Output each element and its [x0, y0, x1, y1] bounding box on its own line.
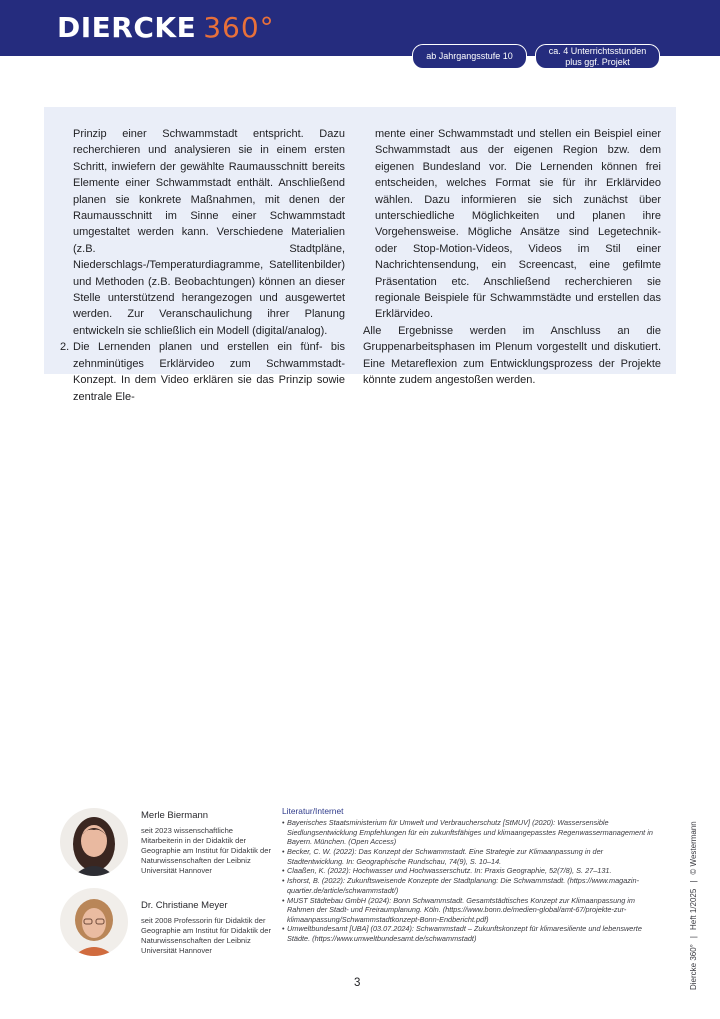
literature-item: • Ishorst, B. (2022): Zukunftsweisende Konzepte der Stadtplanung: Die Schwammstadt. (https://www.magazin-quartier.de/article/schwammstadt/) — [282, 876, 662, 895]
literature-item: • MUST Städtebau GmbH (2024): Bonn Schwammstadt. Gesamtstädtisches Konzept zur Klimaanpassung im Rahmen der Stadt- und Freiraumplanung. Köln. (https://www.bonn.de/medien-global/amt-67/projekte-zur-klimaanpassung/Schwammstadtkonzept-Bonn-Endbericht.pdf) — [282, 896, 662, 925]
brand-number: 360° — [203, 11, 275, 44]
box-column-left — [60, 126, 345, 405]
author-name: Merle Biermann — [141, 810, 209, 821]
author-photo-biermann — [60, 808, 128, 876]
side-separator: | — [689, 936, 698, 939]
literature-heading: Literatur/Internet — [282, 806, 344, 816]
closing-paragraph: Alle Ergebnisse werden im Anschluss an die Gruppenarbeitsphasen im Plenum vorgestellt und diskutiert. Eine Metareflexion zum Entwicklungsprozess der Projekte könnte zudem angestoßen werden. — [363, 324, 661, 387]
grade-tag — [412, 44, 527, 69]
duration-tag-line2: plus ggf. Projekt — [565, 56, 630, 67]
list-item-text: Die Lernenden planen und erstellen ein fünf- bis zehnminütiges Erklärvideo zum Schwammstadt-Konzept. In dem Video erklären sie das Prinzip sowie zentrale Ele- — [73, 341, 345, 403]
right-continued-text: mente einer Schwammstadt und stellen ein Beispiel einer Schwammstadt aus der eigenen Region bzw. dem eigenen Bundesland vor. Die Lernenden können frei entscheiden, welches Format sie für ihr Erklärvideo wählen. Dazu informieren sie sich zunächst über unterschiedliche Möglichkeiten und planen ihre Vorgehensweise. Mögliche Ansätze sind Legetechnik- oder Stop-Motion-Videos, Videos im Stil einer Nachrichtensendung, ein Screencast, eine gefilmte Präsentation etc. Anschließend recherchieren sie regionale Beispiele für Schwammstädte und erstellen das Erklärvideo. — [375, 128, 661, 321]
author-meyer — [141, 900, 273, 956]
literature-list — [282, 818, 662, 944]
side-copyright: © Westermann — [689, 821, 698, 875]
author-name: Dr. Christiane Meyer — [141, 900, 228, 911]
list-number: 2. — [60, 341, 70, 354]
literature-item: • Becker, C. W. (2022): Das Konzept der Schwammstadt. Eine Strategie zur Klimaanpassung in der Stadtentwicklung. In: Geographische Rundschau, 74(9), S. 10–14. — [282, 847, 662, 866]
literature-item: • Umweltbundesamt [UBA] (03.07.2024): Schwammstadt – Zukunftskonzept für klimaresiliente und lebenswerte Städte. (https://www.umweltbundesamt.de/schwammstadt) — [282, 924, 662, 943]
duration-tag-line1: ca. 4 Unterrichtsstunden — [548, 45, 647, 56]
author-description: seit 2008 Professorin für Didaktik der Geographie am Institut für Didaktik der Naturwissenschaften der Leibniz Universität Hannover — [141, 916, 271, 955]
duration-tag — [535, 44, 660, 69]
literature-item: • Bayerisches Staatsministerium für Umwelt und Verbraucherschutz [StMUV] (2020): Wassersensible Siedlungsentwicklung Empfehlungen für ein zukunftsfähiges und klimaangepasstes Regenwassermanagement in Bayern. München. (Open Access) — [282, 818, 662, 847]
page-number: 3 — [354, 977, 361, 989]
literature-section — [282, 806, 662, 944]
side-journal: Diercke 360° — [689, 944, 698, 990]
brand-logo — [57, 10, 275, 46]
list-item-2 — [60, 339, 345, 405]
author-photo-meyer — [60, 888, 128, 956]
grade-tag-label: ab Jahrgangsstufe 10 — [426, 51, 513, 61]
side-footer — [689, 821, 698, 990]
literature-item: • Claaßen, K. (2022): Hochwasser und Hochwasserschutz. In: Praxis Geographie, 52(7/8), S. 27–131. — [282, 866, 662, 876]
left-intro-text: Prinzip einer Schwammstadt entspricht. Dazu recherchieren und analysieren sie in einem ersten Schritt, inwiefern der gewählte Raumausschnitt bereits Elemente einer Schwammstadt enthält. Anschließend planen sie konkrete Maßnahmen, mit denen der Raumausschnitt im Sinne einer Schwammstadt umgestaltet werden kann. Verschiedene Materialien (z.B. Stadtpläne, Niederschlags-/Temperaturdiagramme, Satellitenbilder) und Methoden (z.B. Beobachtungen) können an dieser Stelle unterstützend herangezogen und ausgewertet werden. Zur Veranschaulichung ihrer Planung entwickeln sie schließlich ein Modell (digital/analog). — [73, 128, 345, 337]
box-column-right — [363, 126, 661, 389]
author-biermann — [141, 810, 273, 876]
brand-name: DIERCKE — [57, 11, 197, 44]
author-description: seit 2023 wissenschaftliche Mitarbeiterin in der Didaktik der Geographie am Institut für Didaktik der Naturwissenschaften der Leibniz Universität Hannover — [141, 826, 271, 875]
side-separator: | — [689, 880, 698, 883]
side-issue: Heft 1/2025 — [689, 888, 698, 931]
